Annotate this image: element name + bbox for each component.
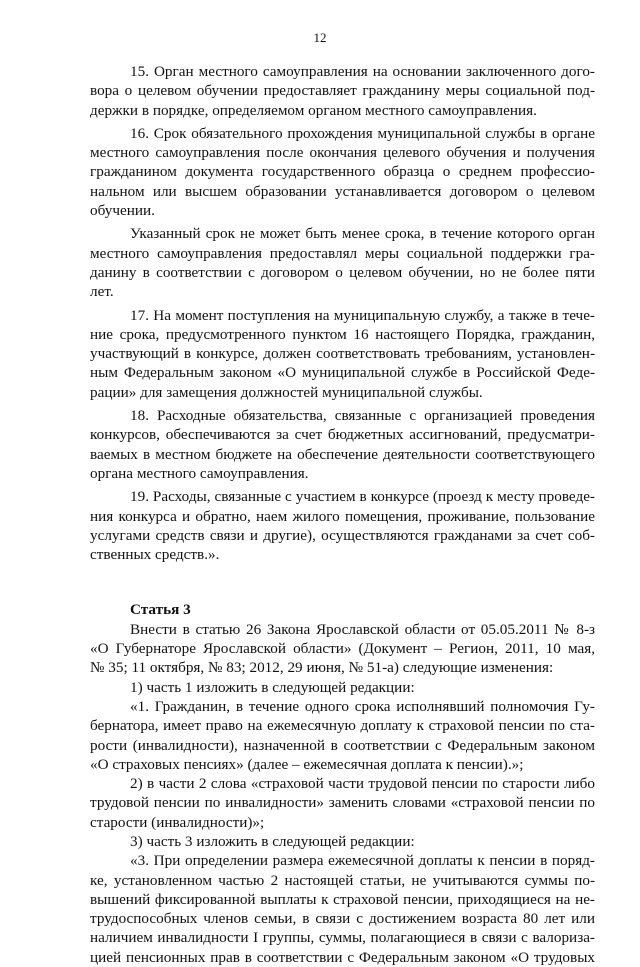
text-line: 17. На момент поступления на муниципальную службу, а также в тече- <box>130 306 595 324</box>
text-line: «1. Гражданин, в течение одного срока исполнявший полномочия Гу- <box>130 697 595 715</box>
text-line: нальном или высшем образовании устанавливается договором о целевом <box>90 182 595 200</box>
text-line: конкурсов, обеспечиваются за счет бюджетных ассигнований, предусматри- <box>90 426 595 444</box>
text-line: 19. Расходы, связанные с участием в конкурсе (проезд к месту проведе- <box>130 488 595 506</box>
text-line: «О страховых пенсиях» (далее – ежемесячная доплата к пенсии).»; <box>90 755 524 773</box>
paragraph-a3_2 <box>90 774 595 832</box>
paragraph-p15 <box>90 62 595 120</box>
text-line: данину в соответствии с договором о целевом обучении, но не более пяти <box>90 263 595 281</box>
text-line: трудовой пенсии по инвалидности» заменить словами «страховой пенсии по <box>90 794 595 812</box>
text-line: гражданином документа государственного образца о среднем профессио- <box>90 163 595 181</box>
text-line: лет. <box>90 283 114 301</box>
paragraph-p16 <box>90 124 595 220</box>
text-line: трудоспособных членов семьи, в связи с достижением возраста 80 лет или <box>90 910 595 928</box>
text-line: Указанный срок не может быть менее срока, в течение которого орган <box>130 225 595 243</box>
paragraph-a3_1 <box>90 678 595 697</box>
paragraph-p17 <box>90 306 595 402</box>
text-line: местного самоуправления после окончания целевого обучения и получения <box>90 144 595 162</box>
text-line: держки в порядке, определяемом органом местного самоуправления. <box>90 101 537 119</box>
text-line: ваемых в местном бюджете на обеспечение деятельности соответствующего <box>90 445 595 463</box>
paragraph-p16b <box>90 224 595 301</box>
text-line: старости (инвалидности)»; <box>90 813 265 831</box>
article-heading: Статья 3 <box>130 601 191 619</box>
text-line: бернатора, имеет право на ежемесячную доплату к страховой пенсии по ста- <box>90 717 595 735</box>
article-3-text <box>90 620 595 967</box>
text-line: ние срока, предусмотренного пунктом 16 настоящего Порядка, гражданин, <box>90 325 595 343</box>
text-line: участвующий в конкурсе, должен соответствовать требованиям, установлен- <box>90 345 595 363</box>
text-line: ным Федеральным законом «О муниципальной службе в Российской Феде- <box>90 364 595 382</box>
paragraph-a3_1_text <box>90 697 595 774</box>
paragraph-p19 <box>90 487 595 564</box>
paragraph-a3_intro <box>90 620 595 678</box>
document-body <box>90 62 595 967</box>
text-line: Внести в статью 26 Закона Ярославской области от 05.05.2011 № 8-з <box>130 620 595 638</box>
text-line: 2) в части 2 слова «страховой части трудовой пенсии по старости либо <box>130 775 595 793</box>
text-line: ния конкурса и обратно, наем жилого помещения, проживание, пользование <box>90 507 595 525</box>
paragraph-a3_3_text <box>90 851 595 967</box>
paragraph-p18 <box>90 406 595 483</box>
text-line: вора о целевом обучении предоставляет гражданину меры социальной под- <box>90 82 595 100</box>
text-line: 16. Срок обязательного прохождения муниципальной службы в органе <box>130 124 595 142</box>
text-line: рости (инвалидности), назначенной в соответствии с Федеральным законом <box>90 736 595 754</box>
page-number: 12 <box>313 30 327 45</box>
text-line: ке, установленном частью 2 настоящей статьи, не учитываются суммы по- <box>90 871 595 889</box>
text-line: 3) часть 3 изложить в следующей редакции: <box>130 832 415 850</box>
text-line: «3. При определении размера ежемесячной доплаты к пенсии в поряд- <box>130 852 595 870</box>
paragraph-a3_3 <box>90 832 595 851</box>
text-line: рации» для замещения должностей муниципальной службы. <box>90 383 483 401</box>
text-line: 18. Расходные обязательства, связанные с организацией проведения <box>130 407 595 425</box>
text-line: услугами средств связи и другие), осуществляются гражданами за счет соб- <box>90 526 595 544</box>
text-line: обучении. <box>90 202 155 220</box>
section-gap <box>90 564 595 600</box>
text-line: ственных средств.». <box>90 546 220 564</box>
text-line: органа местного самоуправления. <box>90 464 309 482</box>
text-line: «О Губернаторе Ярославской области» (Документ – Регион, 2011, 10 мая, <box>90 640 595 658</box>
order-clauses <box>90 62 595 564</box>
text-line: цией пенсионных прав в соответствии с Федеральным законом «О трудовых <box>90 948 595 966</box>
text-line: 15. Орган местного самоуправления на основании заключенного дого- <box>130 63 595 80</box>
text-line: 1) часть 1 изложить в следующей редакции: <box>130 678 415 696</box>
text-line: № 35; 11 октября, № 83; 2012, 29 июня, № 51-а) следующие изменения: <box>90 659 554 677</box>
text-line: вышений фиксированной выплаты к страховой пенсии, приходящиеся на не- <box>90 890 595 908</box>
text-line: местного самоуправления предоставлял меры социальной поддержки гра- <box>90 244 595 262</box>
text-line: наличием инвалидности I группы, суммы, полагающиеся в связи с валориза- <box>90 929 595 947</box>
